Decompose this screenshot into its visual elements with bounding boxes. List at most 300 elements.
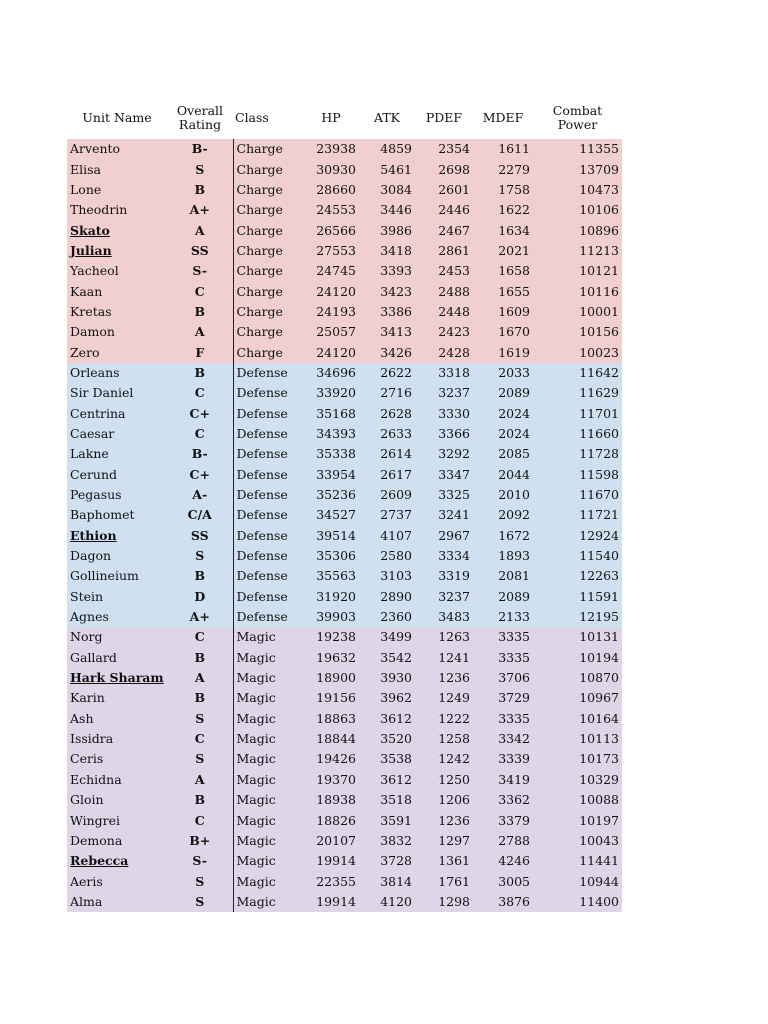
mdef-cell: 1658 [473,261,533,281]
hp-cell: 30930 [303,159,359,179]
class-cell: Charge [233,322,303,342]
combat-power-cell: 11355 [533,139,622,159]
table-row [67,241,622,261]
mdef-cell: 3342 [473,729,533,749]
combat-power-cell: 12924 [533,526,622,546]
class-cell: Magic [233,627,303,647]
table-row [67,261,622,281]
header-text: Class [235,109,269,125]
combat-power-cell: 12195 [533,607,622,627]
hp-cell: 19426 [303,749,359,769]
pdef-cell: 1761 [415,871,473,891]
pdef-cell: 2428 [415,342,473,362]
table-row [67,587,622,607]
pdef-cell: 2467 [415,220,473,240]
atk-cell: 3499 [359,627,415,647]
atk-cell: 3446 [359,200,415,220]
header-text: PDEF [425,109,463,125]
mdef-cell: 2788 [473,831,533,851]
mdef-cell: 3419 [473,770,533,790]
hp-cell: 39903 [303,607,359,627]
mdef-cell: 2024 [473,424,533,444]
combat-power-cell: 11721 [533,505,622,525]
atk-cell: 2716 [359,383,415,403]
hp-cell: 19238 [303,627,359,647]
hp-cell: 25057 [303,322,359,342]
class-cell: Defense [233,465,303,485]
class-cell: Defense [233,505,303,525]
rating-cell: C [167,810,233,830]
table-row [67,688,622,708]
unit-name-cell: Norg [67,627,167,647]
class-cell: Magic [233,668,303,688]
unit-name-cell: Pegasus [67,485,167,505]
mdef-cell: 3706 [473,668,533,688]
class-cell: Defense [233,526,303,546]
pdef-cell: 3347 [415,465,473,485]
atk-cell: 3538 [359,749,415,769]
hp-cell: 18900 [303,668,359,688]
combat-power-cell: 11728 [533,444,622,464]
hp-cell: 33954 [303,465,359,485]
rating-cell: B- [167,444,233,464]
unit-name-cell: Demona [67,831,167,851]
table-row [67,709,622,729]
class-cell: Magic [233,688,303,708]
rating-cell: B [167,566,233,586]
rating-cell: A [167,770,233,790]
pdef-cell: 2861 [415,241,473,261]
atk-cell: 4107 [359,526,415,546]
rating-cell: SS [167,241,233,261]
table-row [67,770,622,790]
pdef-cell: 3325 [415,485,473,505]
atk-cell: 4859 [359,139,415,159]
unit-name-cell: Yacheol [67,261,167,281]
rating-cell: S [167,892,233,912]
mdef-cell: 1758 [473,180,533,200]
table-row [67,302,622,322]
atk-cell: 3518 [359,790,415,810]
mdef-cell: 3335 [473,627,533,647]
atk-cell: 2633 [359,424,415,444]
pdef-cell: 1258 [415,729,473,749]
combat-power-cell: 10121 [533,261,622,281]
atk-cell: 2890 [359,587,415,607]
class-cell: Defense [233,566,303,586]
unit-stats-table [67,96,622,912]
hp-cell: 35306 [303,546,359,566]
class-cell: Charge [233,159,303,179]
header-atk [359,96,415,139]
table-row [67,383,622,403]
hp-cell: 35563 [303,566,359,586]
unit-name-cell: Gallard [67,648,167,668]
table-row [67,566,622,586]
atk-cell: 3612 [359,770,415,790]
mdef-cell: 3335 [473,648,533,668]
table-row [67,485,622,505]
unit-name-cell: Hark Sharam [67,668,167,688]
combat-power-cell: 11642 [533,363,622,383]
pdef-cell: 1236 [415,668,473,688]
pdef-cell: 2488 [415,281,473,301]
rating-cell: A [167,220,233,240]
rating-cell: A+ [167,200,233,220]
rating-cell: B [167,302,233,322]
header-text: ATK [373,109,401,125]
table-row [67,729,622,749]
mdef-cell: 1655 [473,281,533,301]
combat-power-cell: 11591 [533,587,622,607]
unit-name-cell: Centrina [67,403,167,423]
class-cell: Charge [233,180,303,200]
mdef-cell: 2021 [473,241,533,261]
atk-cell: 3084 [359,180,415,200]
atk-cell: 3542 [359,648,415,668]
mdef-cell: 1609 [473,302,533,322]
hp-cell: 34527 [303,505,359,525]
mdef-cell: 1672 [473,526,533,546]
hp-cell: 26566 [303,220,359,240]
mdef-cell: 2089 [473,383,533,403]
table-row [67,220,622,240]
combat-power-cell: 10088 [533,790,622,810]
hp-cell: 19914 [303,892,359,912]
class-cell: Defense [233,363,303,383]
combat-power-cell: 11629 [533,383,622,403]
combat-power-cell: 10329 [533,770,622,790]
header-combat-power [533,96,622,139]
hp-cell: 35168 [303,403,359,423]
atk-cell: 3386 [359,302,415,322]
combat-power-cell: 10164 [533,709,622,729]
class-cell: Defense [233,444,303,464]
pdef-cell: 1361 [415,851,473,871]
unit-name-cell: Gloin [67,790,167,810]
table-row [67,444,622,464]
pdef-cell: 3318 [415,363,473,383]
rating-cell: S- [167,261,233,281]
pdef-cell: 3330 [415,403,473,423]
atk-cell: 2580 [359,546,415,566]
class-cell: Charge [233,220,303,240]
unit-name-cell: Arvento [67,139,167,159]
unit-name-cell: Sir Daniel [67,383,167,403]
table-row [67,322,622,342]
hp-cell: 23938 [303,139,359,159]
table-row [67,627,622,647]
class-cell: Magic [233,648,303,668]
pdef-cell: 2698 [415,159,473,179]
hp-cell: 24120 [303,342,359,362]
hp-cell: 24745 [303,261,359,281]
unit-name-cell: Issidra [67,729,167,749]
mdef-cell: 2033 [473,363,533,383]
header-overall-rating [167,96,233,139]
hp-cell: 19156 [303,688,359,708]
pdef-cell: 2453 [415,261,473,281]
class-cell: Magic [233,810,303,830]
class-cell: Defense [233,587,303,607]
hp-cell: 28660 [303,180,359,200]
table-row [67,200,622,220]
combat-power-cell: 10156 [533,322,622,342]
combat-power-cell: 11213 [533,241,622,261]
rating-cell: SS [167,526,233,546]
table-row [67,831,622,851]
unit-name-cell: Stein [67,587,167,607]
hp-cell: 22355 [303,871,359,891]
table-row [67,851,622,871]
combat-power-cell: 11660 [533,424,622,444]
header-mdef [473,96,533,139]
atk-cell: 3393 [359,261,415,281]
atk-cell: 2360 [359,607,415,627]
mdef-cell: 3379 [473,810,533,830]
unit-name-cell: Wingrei [67,810,167,830]
table-row [67,871,622,891]
class-cell: Charge [233,281,303,301]
combat-power-cell: 11598 [533,465,622,485]
atk-cell: 2628 [359,403,415,423]
header-unit-name [67,96,167,139]
table-row [67,342,622,362]
table-row [67,363,622,383]
class-cell: Magic [233,749,303,769]
rating-cell: C [167,627,233,647]
table-row [67,139,622,159]
class-cell: Charge [233,342,303,362]
pdef-cell: 2423 [415,322,473,342]
mdef-cell: 3362 [473,790,533,810]
mdef-cell: 3339 [473,749,533,769]
pdef-cell: 1222 [415,709,473,729]
unit-name-cell: Gollineium [67,566,167,586]
unit-name-cell: Zero [67,342,167,362]
mdef-cell: 2092 [473,505,533,525]
combat-power-cell: 10131 [533,627,622,647]
pdef-cell: 2446 [415,200,473,220]
combat-power-cell: 10896 [533,220,622,240]
combat-power-cell: 10043 [533,831,622,851]
rating-cell: A [167,322,233,342]
rating-cell: S [167,709,233,729]
combat-power-cell: 13709 [533,159,622,179]
atk-cell: 3832 [359,831,415,851]
unit-name-cell: Ethion [67,526,167,546]
hp-cell: 18938 [303,790,359,810]
header-class [233,96,303,139]
unit-name-cell: Theodrin [67,200,167,220]
unit-name-cell: Ceris [67,749,167,769]
pdef-cell: 3237 [415,383,473,403]
rating-cell: B [167,648,233,668]
class-cell: Magic [233,790,303,810]
combat-power-cell: 11441 [533,851,622,871]
hp-cell: 24193 [303,302,359,322]
hp-cell: 35236 [303,485,359,505]
combat-power-cell: 10194 [533,648,622,668]
unit-name-cell: Rebecca [67,851,167,871]
combat-power-cell: 10473 [533,180,622,200]
pdef-cell: 1250 [415,770,473,790]
rating-cell: B [167,790,233,810]
atk-cell: 3103 [359,566,415,586]
unit-name-cell: Aeris [67,871,167,891]
class-cell: Magic [233,709,303,729]
unit-name-cell: Baphomet [67,505,167,525]
pdef-cell: 3483 [415,607,473,627]
unit-name-cell: Ash [67,709,167,729]
table-row [67,668,622,688]
atk-cell: 4120 [359,892,415,912]
header-text: Overall [176,102,224,118]
mdef-cell: 3729 [473,688,533,708]
combat-power-cell: 10113 [533,729,622,749]
atk-cell: 3962 [359,688,415,708]
mdef-cell: 3005 [473,871,533,891]
pdef-cell: 1263 [415,627,473,647]
mdef-cell: 2279 [473,159,533,179]
mdef-cell: 3876 [473,892,533,912]
hp-cell: 34393 [303,424,359,444]
atk-cell: 2737 [359,505,415,525]
hp-cell: 19370 [303,770,359,790]
hp-cell: 24120 [303,281,359,301]
atk-cell: 3728 [359,851,415,871]
table-row [67,810,622,830]
pdef-cell: 3292 [415,444,473,464]
header-text: Power [557,116,598,132]
pdef-cell: 1241 [415,648,473,668]
unit-name-cell: Orleans [67,363,167,383]
table-row [67,546,622,566]
table-row [67,892,622,912]
pdef-cell: 1298 [415,892,473,912]
class-cell: Magic [233,851,303,871]
class-cell: Defense [233,383,303,403]
class-cell: Defense [233,403,303,423]
pdef-cell: 3237 [415,587,473,607]
combat-power-cell: 12263 [533,566,622,586]
unit-name-cell: Alma [67,892,167,912]
atk-cell: 2622 [359,363,415,383]
pdef-cell: 3319 [415,566,473,586]
pdef-cell: 1249 [415,688,473,708]
hp-cell: 24553 [303,200,359,220]
mdef-cell: 1611 [473,139,533,159]
header-text: Rating [178,116,222,132]
pdef-cell: 1206 [415,790,473,810]
hp-cell: 19632 [303,648,359,668]
pdef-cell: 3366 [415,424,473,444]
combat-power-cell: 11670 [533,485,622,505]
mdef-cell: 2081 [473,566,533,586]
atk-cell: 3413 [359,322,415,342]
hp-cell: 18844 [303,729,359,749]
table-row [67,465,622,485]
unit-name-cell: Elisa [67,159,167,179]
pdef-cell: 2448 [415,302,473,322]
header-hp [303,96,359,139]
pdef-cell: 3241 [415,505,473,525]
combat-power-cell: 10023 [533,342,622,362]
pdef-cell: 1297 [415,831,473,851]
rating-cell: C [167,729,233,749]
mdef-cell: 2089 [473,587,533,607]
table-body [67,139,622,912]
class-cell: Defense [233,485,303,505]
mdef-cell: 1670 [473,322,533,342]
combat-power-cell: 10001 [533,302,622,322]
mdef-cell: 2085 [473,444,533,464]
rating-cell: C [167,281,233,301]
class-cell: Charge [233,139,303,159]
rating-cell: D [167,587,233,607]
table-row [67,790,622,810]
class-cell: Charge [233,200,303,220]
class-cell: Charge [233,261,303,281]
rating-cell: B [167,180,233,200]
class-cell: Magic [233,831,303,851]
header-text: Combat [552,102,603,118]
table-row [67,505,622,525]
unit-name-cell: Caesar [67,424,167,444]
unit-name-cell: Lone [67,180,167,200]
header-text: Unit Name [82,109,152,125]
rating-cell: B+ [167,831,233,851]
combat-power-cell: 10944 [533,871,622,891]
mdef-cell: 2010 [473,485,533,505]
combat-power-cell: 11540 [533,546,622,566]
unit-name-cell: Kaan [67,281,167,301]
class-cell: Defense [233,546,303,566]
class-cell: Defense [233,607,303,627]
hp-cell: 31920 [303,587,359,607]
rating-cell: C+ [167,465,233,485]
mdef-cell: 4246 [473,851,533,871]
class-cell: Charge [233,241,303,261]
rating-cell: C [167,424,233,444]
rating-cell: S [167,159,233,179]
unit-name-cell: Echidna [67,770,167,790]
header-pdef [415,96,473,139]
mdef-cell: 1622 [473,200,533,220]
table-row [67,403,622,423]
class-cell: Magic [233,892,303,912]
table-row [67,648,622,668]
mdef-cell: 1893 [473,546,533,566]
atk-cell: 2614 [359,444,415,464]
unit-name-cell: Lakne [67,444,167,464]
hp-cell: 35338 [303,444,359,464]
rating-cell: S [167,871,233,891]
rating-cell: A+ [167,607,233,627]
rating-cell: C/A [167,505,233,525]
atk-cell: 3520 [359,729,415,749]
table-row [67,749,622,769]
combat-power-cell: 10173 [533,749,622,769]
rating-cell: C+ [167,403,233,423]
rating-cell: B- [167,139,233,159]
atk-cell: 3814 [359,871,415,891]
atk-cell: 3986 [359,220,415,240]
hp-cell: 18826 [303,810,359,830]
table-row [67,607,622,627]
combat-power-cell: 10870 [533,668,622,688]
rating-cell: A- [167,485,233,505]
